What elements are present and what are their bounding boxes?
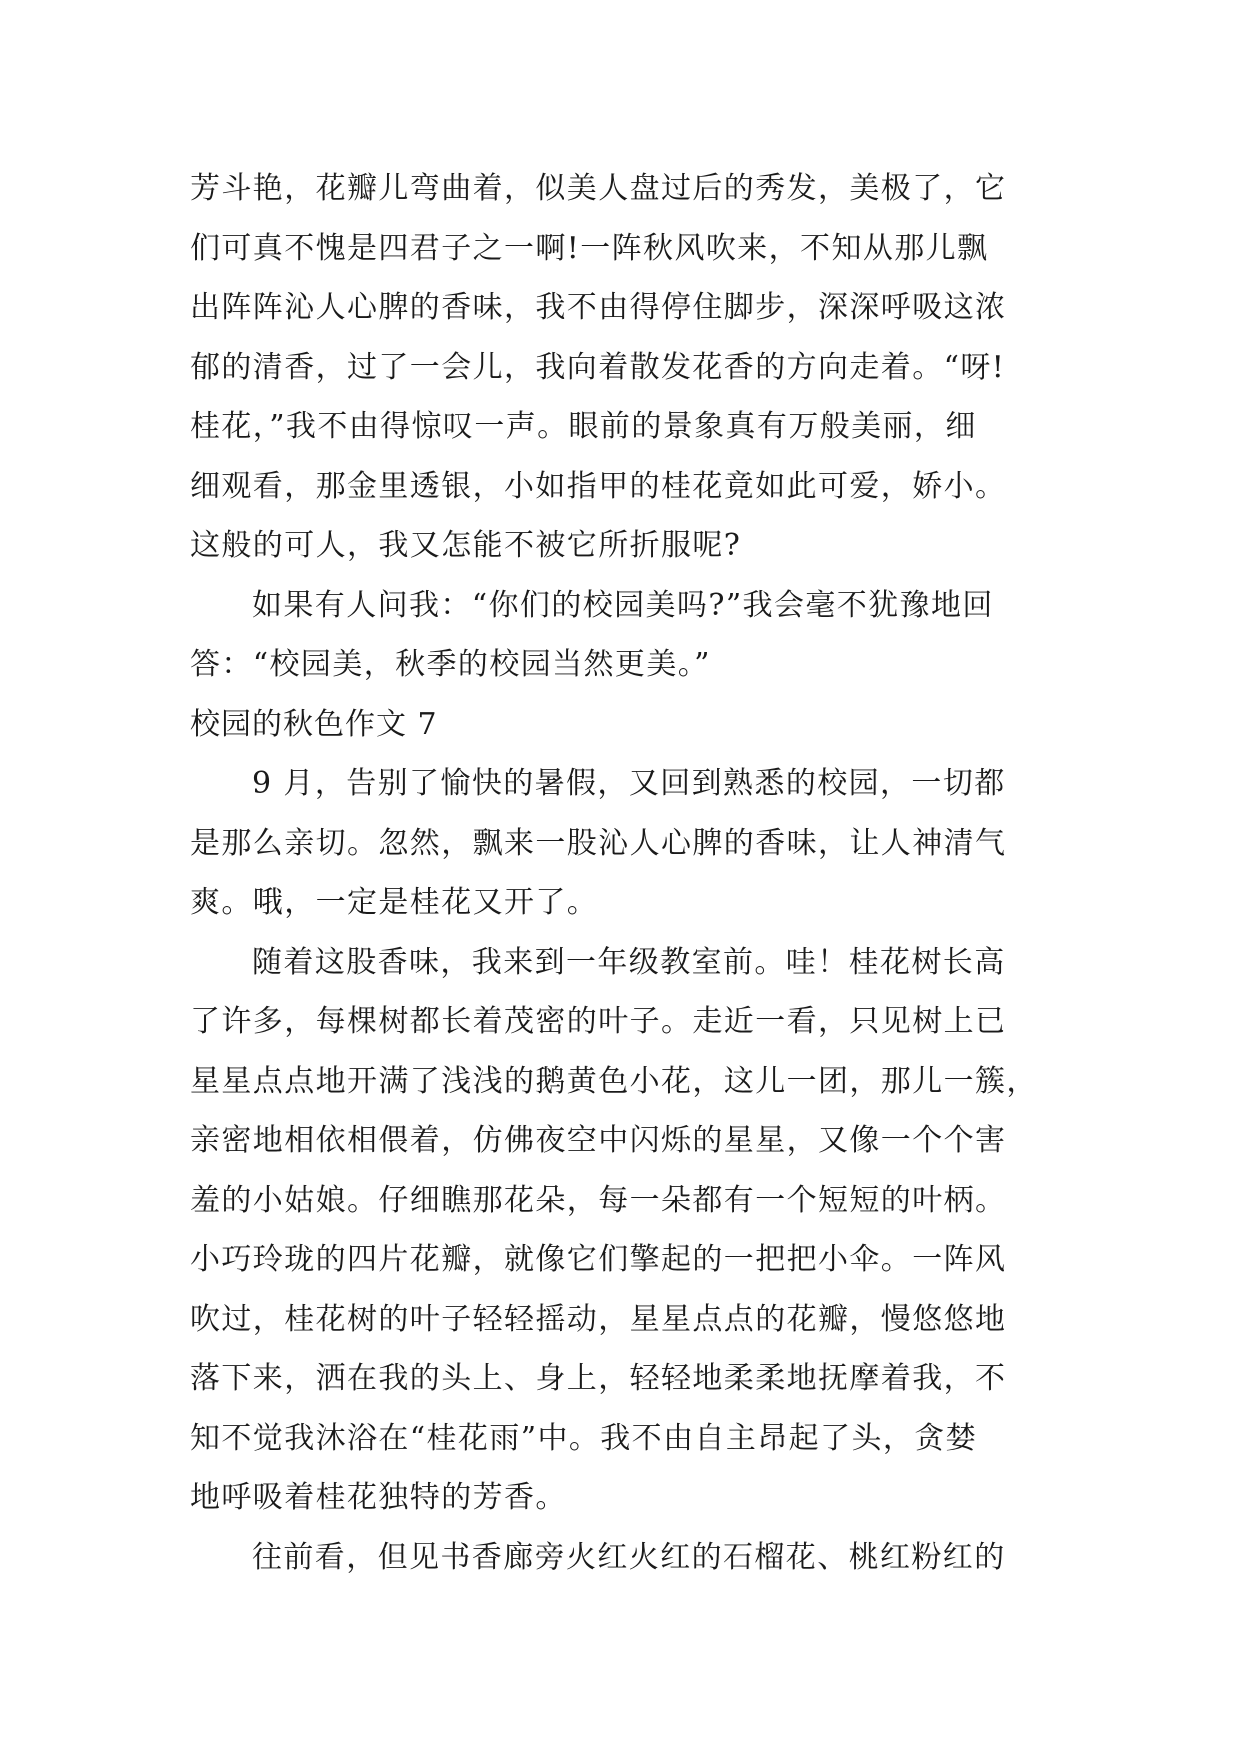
text-line: 出阵阵沁人心脾的香味，我不由得停住脚步，深深呼吸这浓 xyxy=(190,290,1007,325)
section-heading: 校园的秋色作文 7 xyxy=(190,706,438,742)
text-line: 如果有人问我：“你们的校园美吗?”我会毫不犹豫地回 xyxy=(252,587,994,623)
text-line: 这般的可人，我又怎能不被它所折服呢? xyxy=(190,528,742,563)
text-line: 了许多，每棵树都长着茂密的叶子。走近一看，只见树上已 xyxy=(190,1004,1007,1039)
text-line: 芳斗艳，花瓣儿弯曲着，似美人盘过后的秀发，美极了，它 xyxy=(190,171,1007,206)
text-line: 吹过，桂花树的叶子轻轻摇动，星星点点的花瓣，慢悠悠地 xyxy=(190,1301,1007,1337)
text-line: 随着这股香味，我来到一年级教室前。哇！桂花树长高 xyxy=(252,944,1006,980)
text-line: 郁的清香，过了一会儿，我向着散发花香的方向走着。“呀! xyxy=(190,349,1006,385)
text-line: 桂花，”我不由得惊叹一声。眼前的景象真有万般美丽，细 xyxy=(190,409,977,444)
text-line: 知不觉我沐浴在“桂花雨”中。我不由自主昂起了头，贪婪 xyxy=(190,1420,978,1456)
text-line: 往前看，但见书香廊旁火红火红的石榴花、桃红粉红的 xyxy=(252,1539,1006,1575)
text-line: 羞的小姑娘。仔细瞧那花朵，每一朵都有一个短短的叶柄。 xyxy=(190,1182,1007,1218)
text-line: 亲密地相依相偎着，仿佛夜空中闪烁的星星，又像一个个害 xyxy=(190,1123,1007,1158)
text-line: 星星点点地开满了浅浅的鹅黄色小花，这儿一团，那儿一簇， xyxy=(190,1063,1038,1099)
text-line: 9 月，告别了愉快的暑假，又回到熟悉的校园，一切都 xyxy=(252,766,1006,801)
text-line: 小巧玲珑的四片花瓣，就像它们擎起的一把把小伞。一阵风 xyxy=(190,1242,1007,1277)
text-line: 们可真不愧是四君子之一啊!一阵秋风吹来，不知从那儿飘 xyxy=(190,230,989,266)
text-line: 是那么亲切。忽然，飘来一股沁人心脾的香味，让人神清气 xyxy=(190,825,1007,861)
text-line: 答：“校园美，秋季的校园当然更美。” xyxy=(190,647,711,682)
text-line: 地呼吸着桂花独特的芳香。 xyxy=(190,1480,567,1515)
text-line: 爽。哦，一定是桂花又开了。 xyxy=(190,885,599,920)
document-body xyxy=(190,159,1060,1587)
text-line: 落下来，洒在我的头上、身上，轻轻地柔柔地抚摩着我，不 xyxy=(190,1361,1007,1396)
text-line: 细观看，那金里透银，小如指甲的桂花竟如此可爱，娇小。 xyxy=(190,468,1007,504)
